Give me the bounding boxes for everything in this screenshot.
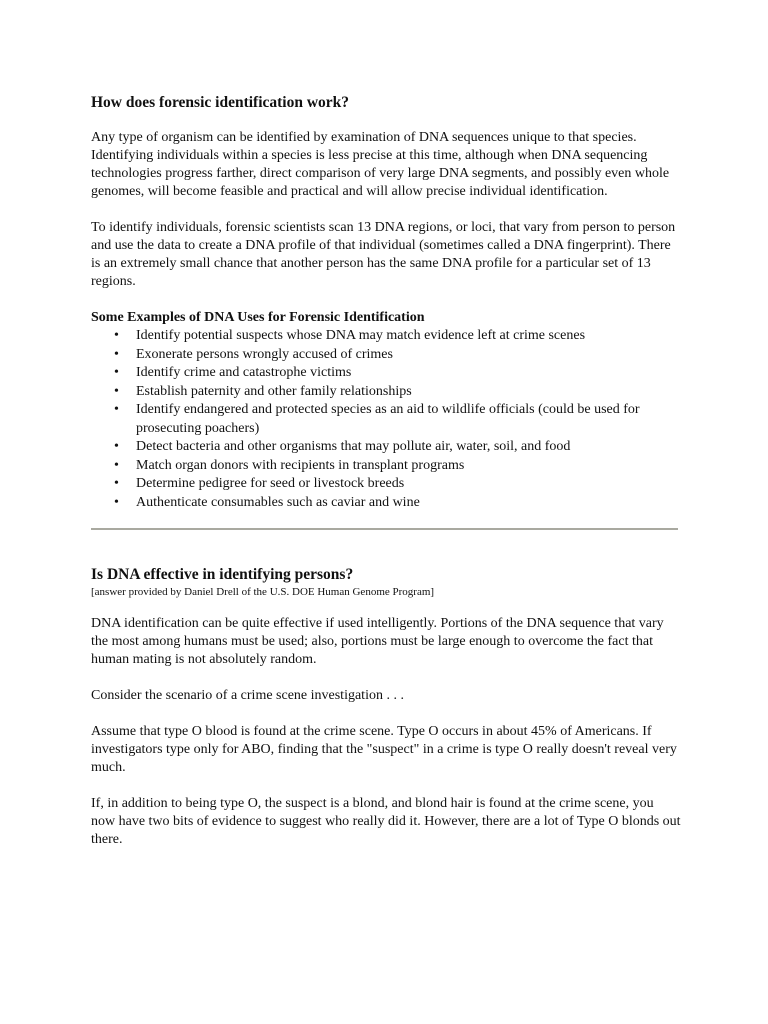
bullet-icon: • <box>114 457 119 473</box>
bullet-icon: • <box>114 365 119 380</box>
list-item-text: Detect bacteria and other organisms that may pollute air, water, soil, and food <box>136 439 571 454</box>
paragraph-blond-suspect: If, in addition to being type O, the suspect is a blond, and blond hair is found at the crime scene, you now have two bits of evidence to suggest who really did it. However, there are a lot of Type O blonds out there. <box>91 796 681 847</box>
list-item <box>91 438 681 457</box>
bullet-icon: • <box>114 476 119 491</box>
list-item <box>91 457 681 476</box>
bullet-icon: • <box>114 328 119 343</box>
list-item <box>91 346 681 365</box>
bullet-icon: • <box>114 346 119 362</box>
list-item-text: Match organ donors with recipients in transplant programs <box>136 457 465 473</box>
list-item-text: Exonerate persons wrongly accused of crimes <box>136 346 393 362</box>
bullet-icon: • <box>114 402 119 417</box>
list-item <box>91 494 681 513</box>
paragraph-dna-regions: To identify individuals, forensic scientists scan 13 DNA regions, or loci, that vary from person to person and use the data to create a DNA profile of that individual (sometimes called a DNA fingerprint). There is an extremely small chance that another person has the same DNA profile for a particular set of 13 regions. <box>91 220 676 289</box>
document-content <box>91 93 681 849</box>
paragraph-dna-effective: DNA identification can be quite effective if used intelligently. Portions of the DNA sequence that vary the most among humans must be used; also, portions must be large enough to overcome the fact that human mating is not absolutely random. <box>91 616 664 667</box>
list-item-text: Establish paternity and other family relationships <box>136 383 412 399</box>
list-item <box>91 401 681 438</box>
list-heading-dna-uses: Some Examples of DNA Uses for Forensic Identification <box>91 310 425 325</box>
dna-uses-list <box>91 327 681 512</box>
list-item <box>91 383 681 402</box>
list-item-text: Authenticate consumables such as caviar and wine <box>136 494 420 510</box>
answer-credit: [answer provided by Daniel Drell of the U.S. DOE Human Genome Program] <box>91 586 435 598</box>
bullet-icon: • <box>114 494 119 510</box>
list-item-text: Identify crime and catastrophe victims <box>136 365 352 380</box>
paragraph-crime-scene-scenario: Consider the scenario of a crime scene investigation . . . <box>91 688 404 703</box>
list-item-text: Determine pedigree for seed or livestock breeds <box>136 476 405 491</box>
list-item-text: Identify endangered and protected species as an aid to wildlife officials (could be used for prosecuting poachers) <box>136 402 640 436</box>
bullet-icon: • <box>114 383 119 399</box>
bullet-icon: • <box>114 439 119 454</box>
list-item <box>91 475 681 494</box>
section-heading-forensic-identification: How does forensic identification work? <box>91 94 350 111</box>
list-item <box>91 327 681 346</box>
list-item-text: Identify potential suspects whose DNA may match evidence left at crime scenes <box>136 328 586 343</box>
list-item <box>91 364 681 383</box>
paragraph-organism-identification: Any type of organism can be identified by examination of DNA sequences unique to that species. Identifying individuals within a species is less precise at this time, although when DNA sequencing technologies progress farther, direct comparison of very large DNA segments, and possibly even whole genomes, will become feasible and practical and will allow precise individual identification. <box>91 130 670 199</box>
paragraph-type-o-blood: Assume that type O blood is found at the crime scene. Type O occurs in about 45% of Americans. If investigators type only for ABO, finding that the "suspect" in a crime is type O really doesn't reveal very much. <box>91 724 677 775</box>
section-heading-dna-effective: Is DNA effective in identifying persons? <box>91 566 354 583</box>
